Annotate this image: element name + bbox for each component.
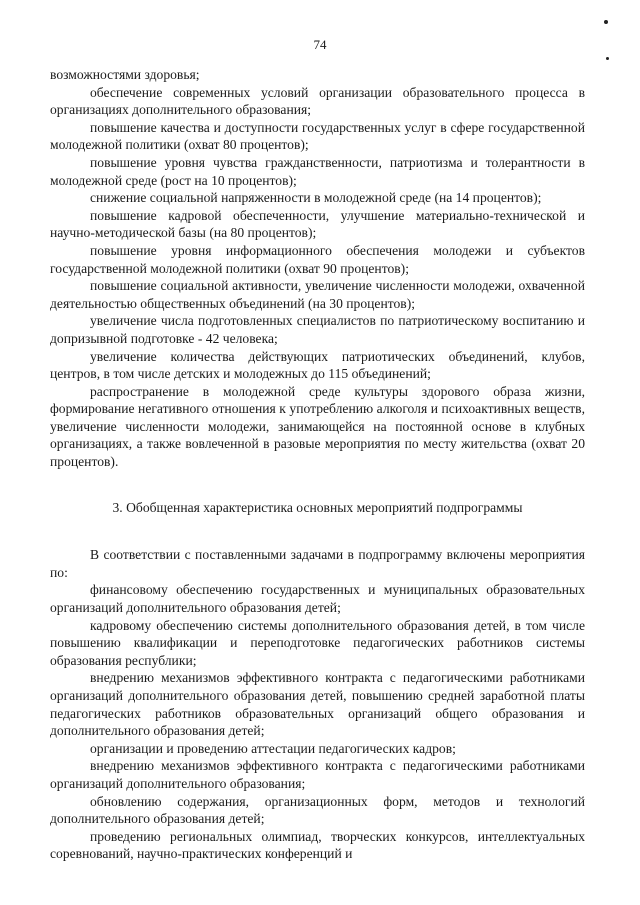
paragraph: повышение уровня информационного обеспечения молодежи и субъектов государственной молодежной политики (охват 90 процентов);: [50, 242, 585, 276]
paragraph-group-measures: [50, 546, 585, 863]
paragraph: повышение качества и доступности государственных услуг в сфере государственной молодежной политики (охват 80 процентов);: [50, 119, 585, 153]
paragraph: увеличение количества действующих патриотических объединений, клубов, центров, в том числе детских и молодежных до 115 объединений;: [50, 348, 585, 382]
paragraph: финансовому обеспечению государственных и муниципальных образовательных организаций дополнительного образования детей;: [50, 582, 585, 616]
paragraph: увеличение числа подготовленных специалистов по патриотическому воспитанию и допризывной подготовке - 42 человека;: [50, 313, 585, 346]
paragraph: организации и проведению аттестации педагогических кадров;: [90, 740, 456, 756]
document-body: [50, 66, 585, 863]
paragraph: обеспечение современных условий организации образовательного процесса в организациях дополнительного образования;: [50, 84, 585, 118]
paragraph: внедрению механизмов эффективного контракта с педагогическими работниками организаций дополнительного образования;: [50, 758, 585, 791]
scan-speck: [604, 20, 608, 24]
paragraph: повышение кадровой обеспеченности, улучшение материально-технической и научно-методической базы (на 80 процентов);: [50, 207, 585, 241]
page-number: 74: [313, 37, 327, 52]
paragraph: снижение социальной напряженности в молодежной среде (на 14 процентов);: [90, 190, 542, 206]
paragraph: распространение в молодежной среде культуры здорового образа жизни, формирование негативного отношения к употреблению алкоголя и психоактивных веществ, увеличение численности молодежи, занимающейся на постоянной основе в клубных организациях, а также вовлеченной в разовые мероприятия по месту жительства (охват 20 процентов).: [50, 383, 585, 470]
paragraph: повышение социальной активности, увеличение численности молодежи, охваченной деятельностью общественных объединений (на 30 процентов);: [50, 278, 585, 311]
paragraph-group-results: [50, 66, 585, 471]
paragraph: повышение уровня чувства гражданственности, патриотизма и толерантности в молодежной среде (рост на 10 процентов);: [50, 154, 585, 188]
paragraph: кадровому обеспечению системы дополнительного образования детей, в том числе повышению квалификации и переподготовке педагогических работников системы образования республики;: [50, 617, 585, 668]
paragraph: возможностями здоровья;: [50, 67, 200, 82]
paragraph: внедрению механизмов эффективного контракта с педагогическими работниками организаций дополнительного образования детей, повышению средней заработной платы педагогических работников образовательных организаций общего образования и дополнительного образования детей;: [50, 670, 585, 739]
section-heading: 3. Обобщенная характеристика основных мероприятий подпрограммы: [112, 499, 523, 515]
scan-speck: [606, 57, 609, 60]
paragraph: обновлению содержания, организационных форм, методов и технологий дополнительного образования детей;: [50, 793, 585, 827]
paragraph: проведению региональных олимпиад, творческих конкурсов, интеллектуальных соревнований, научно-практических конференций и: [50, 828, 585, 862]
paragraph: В соответствии с поставленными задачами в подпрограмму включены мероприятия по:: [50, 547, 585, 580]
